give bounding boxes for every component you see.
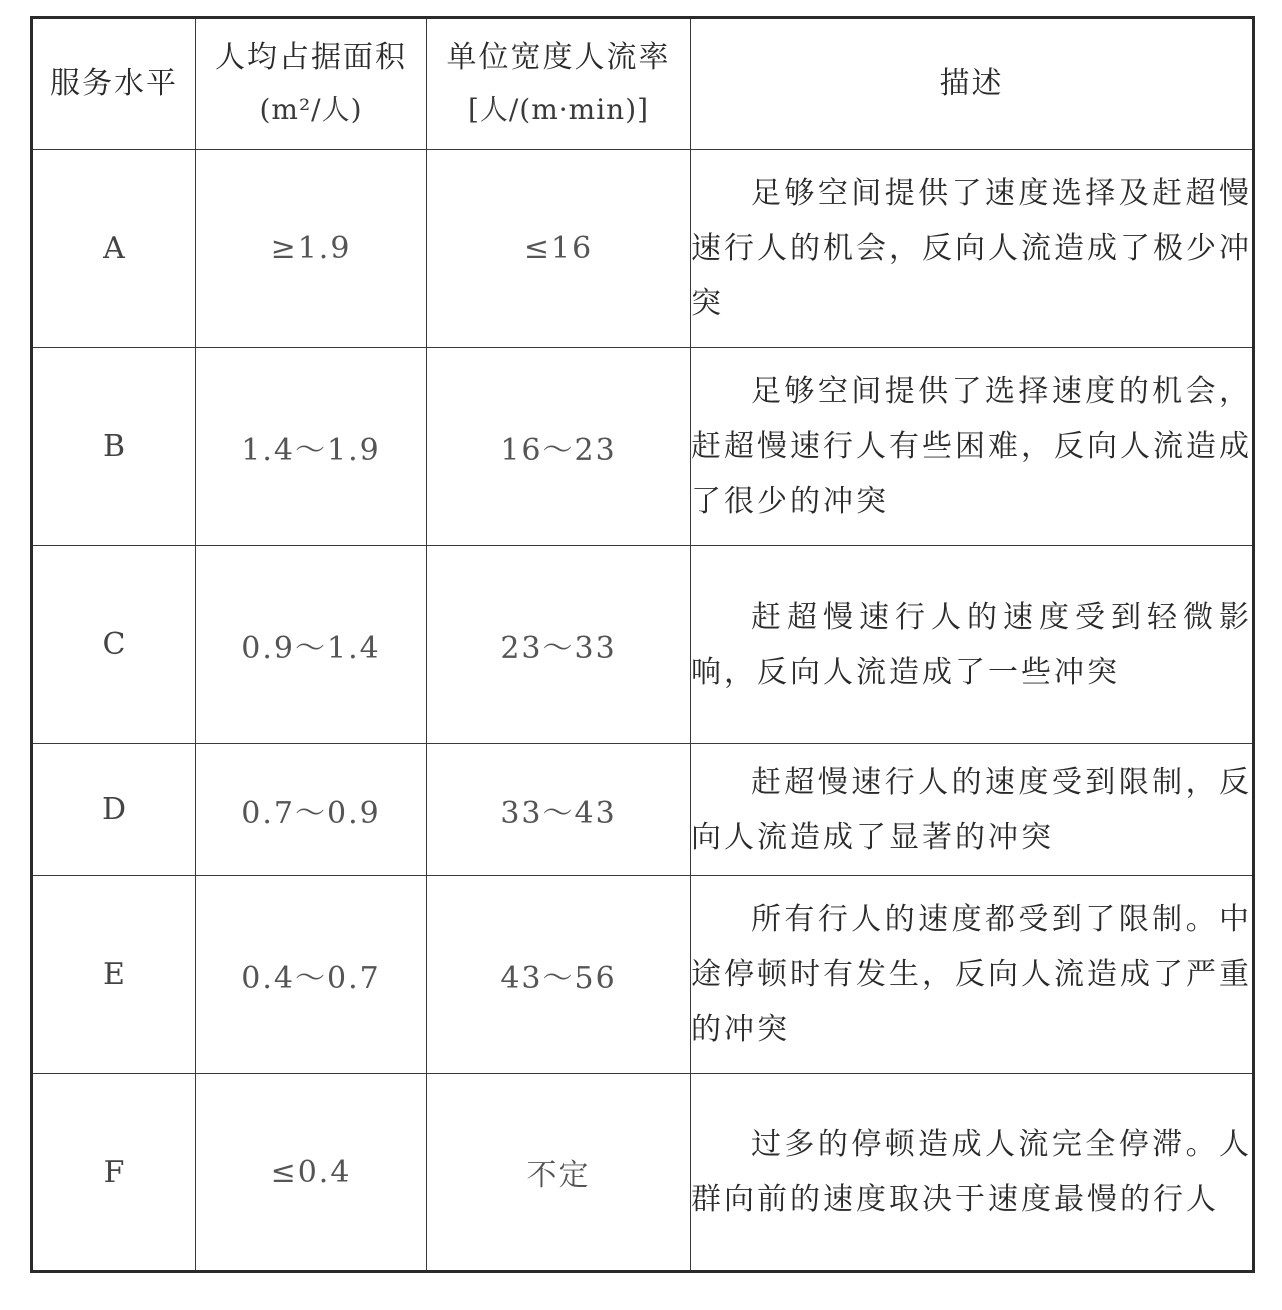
cell-flow: 43～56 (427, 876, 691, 1074)
cell-level: A (32, 150, 196, 348)
header-flow-title: 单位宽度人流率 (446, 40, 671, 75)
cell-desc: 过多的停顿造成人流完全停滞。人群向前的速度取决于速度最慢的行人 (691, 1074, 1254, 1272)
cell-flow: 16～23 (427, 348, 691, 546)
table-row (32, 1074, 1254, 1272)
cell-desc: 足够空间提供了选择速度的机会，赶超慢速行人有些困难，反向人流造成了很少的冲突 (691, 348, 1254, 546)
cell-area: 0.7～0.9 (196, 744, 427, 876)
cell-area: 1.4～1.9 (196, 348, 427, 546)
cell-flow: 不定 (427, 1074, 691, 1272)
cell-level: C (32, 546, 196, 744)
table-row (32, 150, 1254, 348)
cell-area: ≤0.4 (196, 1074, 427, 1272)
cell-flow: ≤16 (427, 150, 691, 348)
cell-area: ≥1.9 (196, 150, 427, 348)
header-area (196, 18, 427, 150)
cell-desc: 所有行人的速度都受到了限制。中途停顿时有发生，反向人流造成了严重的冲突 (691, 876, 1254, 1074)
cell-level: E (32, 876, 196, 1074)
service-level-table (30, 16, 1255, 1273)
cell-desc: 赶超慢速行人的速度受到轻微影响，反向人流造成了一些冲突 (691, 546, 1254, 744)
cell-level: D (32, 744, 196, 876)
table-header-row (32, 18, 1254, 150)
table-row (32, 348, 1254, 546)
cell-desc: 足够空间提供了速度选择及赶超慢速行人的机会，反向人流造成了极少冲突 (691, 150, 1254, 348)
cell-area: 0.4～0.7 (196, 876, 427, 1074)
cell-flow: 33～43 (427, 744, 691, 876)
cell-level: F (32, 1074, 196, 1272)
header-area-title: 人均占据面积 (215, 40, 407, 75)
header-area-unit: (m²/人) (259, 93, 363, 126)
header-level: 服务水平 (32, 18, 196, 150)
cell-level: B (32, 348, 196, 546)
table-row (32, 546, 1254, 744)
table-row (32, 876, 1254, 1074)
cell-area: 0.9～1.4 (196, 546, 427, 744)
header-desc: 描述 (691, 18, 1254, 150)
cell-flow: 23～33 (427, 546, 691, 744)
header-flow (427, 18, 691, 150)
cell-desc: 赶超慢速行人的速度受到限制，反向人流造成了显著的冲突 (691, 744, 1254, 876)
table-row (32, 744, 1254, 876)
header-flow-unit: [人/(m·min)] (467, 93, 650, 126)
